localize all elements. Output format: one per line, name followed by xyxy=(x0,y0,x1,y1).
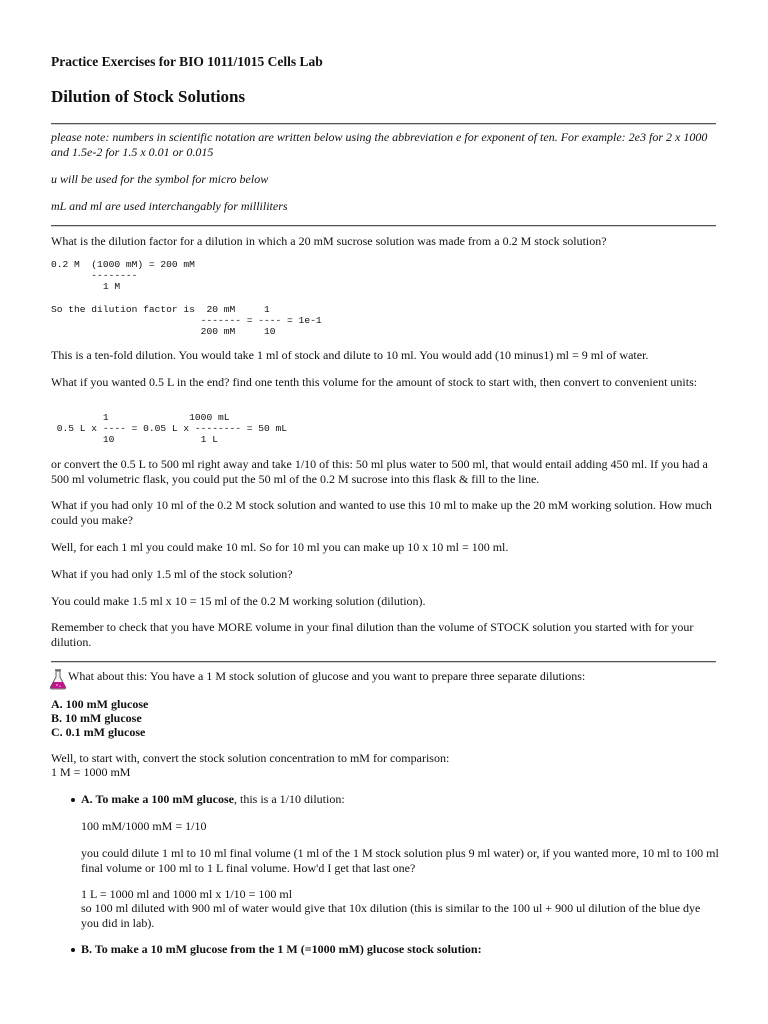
paragraph: or convert the 0.5 L to 500 ml right away and take 1/10 of this: 50 ml plus water to 500 ml, that would entail adding 450 ml. If you had a 500 ml volumetric flask, you could put the 50 ml of the 0.2 M sucrose into this flask & fill to the line. xyxy=(51,457,708,486)
paragraph: 1 M = 1000 mM xyxy=(51,765,131,779)
question-glucose-dilutions: What about this: You have a 1 M stock solution of glucose and you want to prepare three separate dilutions: xyxy=(68,669,586,683)
list-item: C. 0.1 mM glucose xyxy=(51,725,146,739)
question-dilution-factor: What is the dilution factor for a dilution in which a 20 mM sucrose solution was made from a 0.2 M stock solution? xyxy=(51,234,607,248)
calculation-block: So the dilution factor is 20 mM 1 ------- = ---- = 1e-1 200 mM 10 xyxy=(51,304,322,338)
note-scientific-notation: please note: numbers in scientific notation are written below using the abbreviation e for exponent of ten. For example: 2e3 for 2 x 1000 and 1.5e-2 for 1.5 x 0.01 or 0.015 xyxy=(51,130,708,159)
paragraph: This is a ten-fold dilution. You would take 1 ml of stock and dilute to 10 ml. You would add (10 minus1) ml = 9 ml of water. xyxy=(51,348,649,362)
flask-icon xyxy=(49,668,67,690)
document-title: Dilution of Stock Solutions xyxy=(51,87,246,106)
document-kicker: Practice Exercises for BIO 1011/1015 Cells Lab xyxy=(51,54,323,69)
bullet-icon xyxy=(71,948,75,952)
note-micro-symbol: u will be used for the symbol for micro below xyxy=(51,172,269,186)
paragraph: 1 L = 1000 ml and 1000 ml x 1/10 = 100 ml xyxy=(81,887,293,901)
bullet-a-text: , this is a 1/10 dilution: xyxy=(234,792,345,806)
bullet-a xyxy=(81,792,719,807)
divider xyxy=(51,225,716,227)
list-item: B. 10 mM glucose xyxy=(51,711,142,725)
paragraph: What if you wanted 0.5 L in the end? find one tenth this volume for the amount of stock to start with, then convert to convenient units: xyxy=(51,375,698,389)
paragraph: 100 mM/1000 mM = 1/10 xyxy=(81,819,207,833)
divider xyxy=(51,123,716,125)
bullet-icon xyxy=(71,798,75,802)
paragraph: so 100 ml diluted with 900 ml of water would give that 10x dilution (this is similar to the 100 ul + 900 ul dilution of the blue dye you did in lab). xyxy=(81,901,701,930)
paragraph: What if you had only 10 ml of the 0.2 M stock solution and wanted to use this 10 ml to make up the 20 mM working solution. How much could you make? xyxy=(51,498,712,527)
note-milliliters: mL and ml are used interchangably for milliliters xyxy=(51,199,288,213)
paragraph: you could dilute 1 ml to 10 ml final volume (1 ml of the 1 M stock solution plus 9 ml water) or, if you wanted more, 10 ml to 100 ml final volume or 100 ml to 1 L final volume. How'd I get that last one? xyxy=(81,846,719,875)
paragraph: You could make 1.5 ml x 10 = 15 ml of the 0.2 M working solution (dilution). xyxy=(51,594,426,608)
calculation-block: 0.2 M (1000 mM) = 200 mM -------- 1 M xyxy=(51,259,195,293)
paragraph: Well, to start with, convert the stock solution concentration to mM for comparison: xyxy=(51,751,450,765)
paragraph: What if you had only 1.5 ml of the stock solution? xyxy=(51,567,293,581)
paragraph: Remember to check that you have MORE volume in your final dilution than the volume of STOCK solution you started with for your dilution. xyxy=(51,620,694,649)
calculation-block: 1 1000 mL 0.5 L x ---- = 0.05 L x -------- = 50 mL 10 1 L xyxy=(56,412,288,446)
divider xyxy=(51,661,716,663)
bullet-b-heading: B. To make a 10 mM glucose from the 1 M (=1000 mM) glucose stock solution: xyxy=(81,942,482,956)
bullet-a-heading: A. To make a 100 mM glucose xyxy=(81,792,234,806)
paragraph: Well, for each 1 ml you could make 10 ml. So for 10 ml you can make up 10 x 10 ml = 100 ml. xyxy=(51,540,509,554)
list-item: A. 100 mM glucose xyxy=(51,697,149,711)
